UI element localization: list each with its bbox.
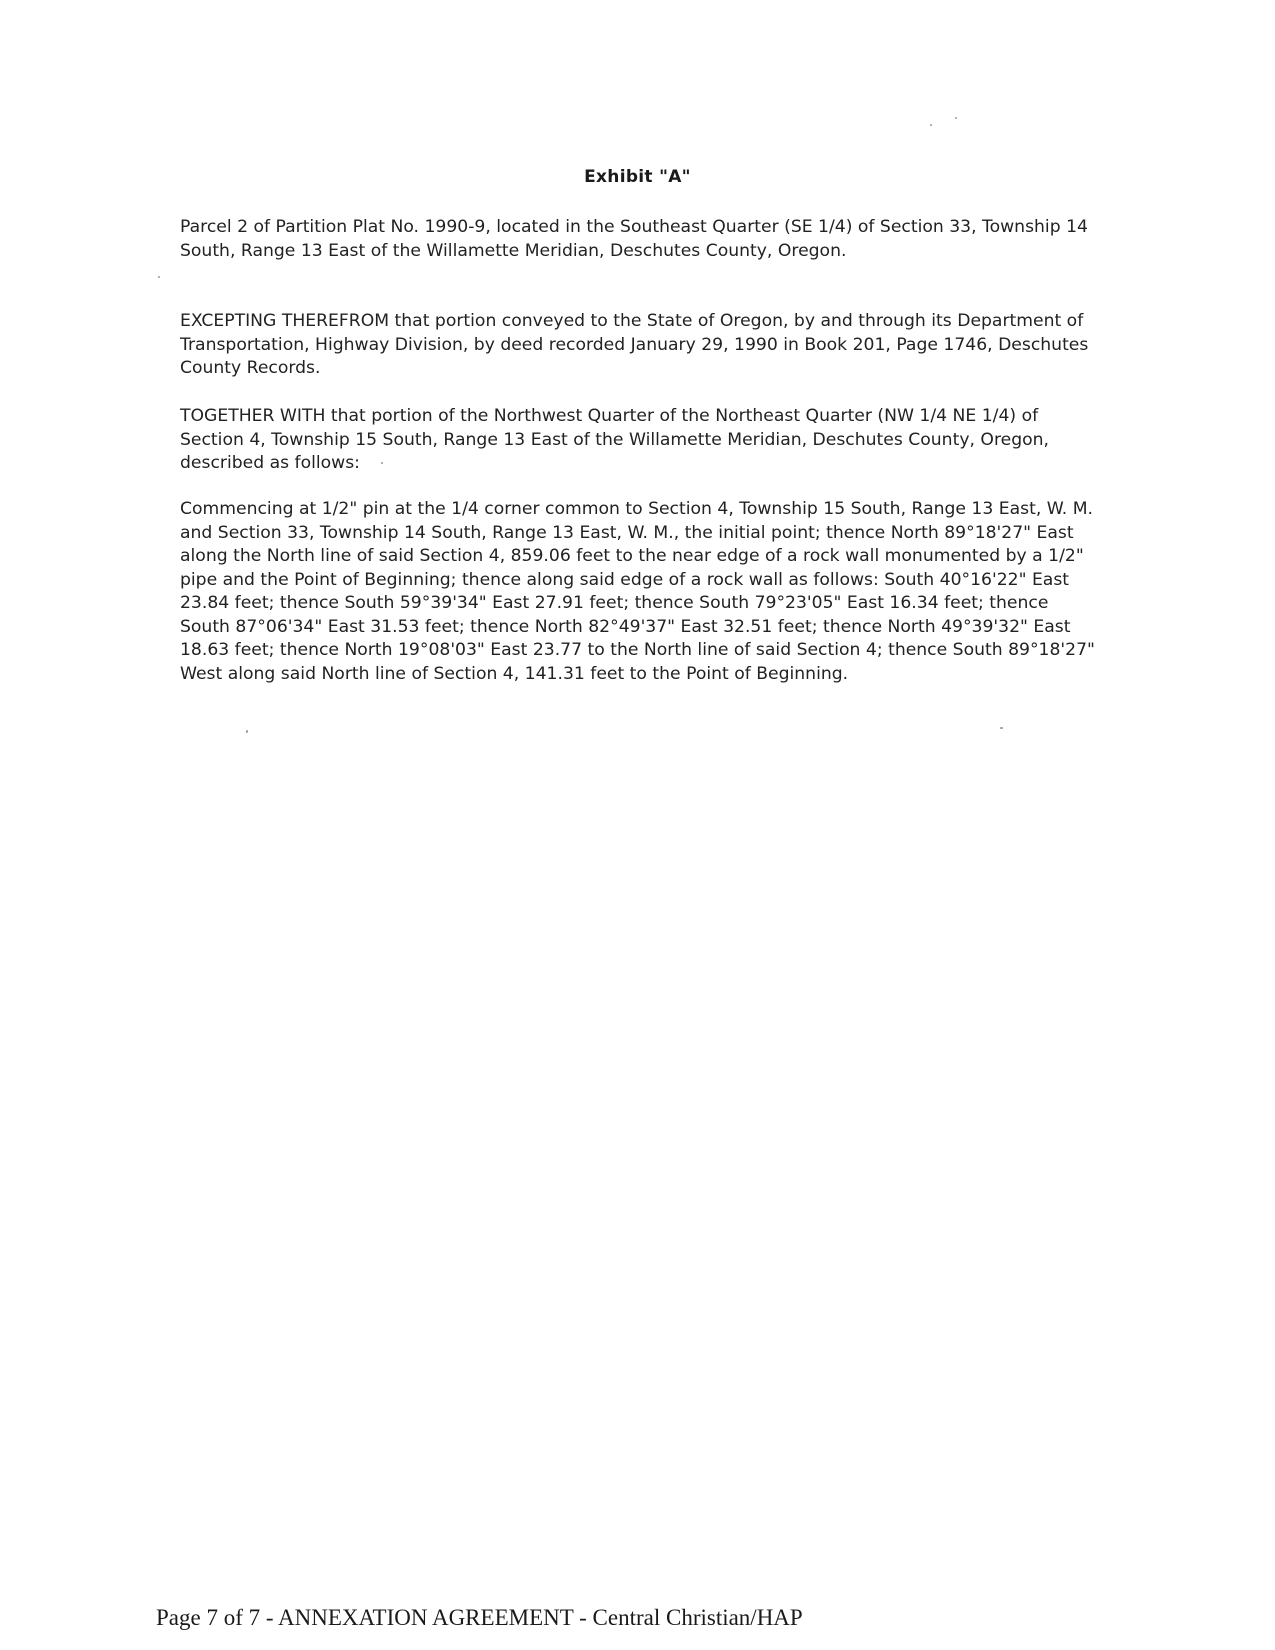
together-with-paragraph: TOGETHER WITH that portion of the Northwest Quarter of the Northeast Quarter (NW 1/4 NE 1/4) of Section 4, Township 15 South, Range 13 East of the Willamette Meridian, Deschutes County, Oregon, described as follows:	[180, 406, 1049, 473]
scan-speck	[158, 276, 160, 278]
excepting-paragraph: EXCEPTING THEREFROM that portion conveyed to the State of Oregon, by and through its Department of Transportation, Highway Division, by deed recorded January 29, 1990 in Book 201, Page 1746, Deschutes County Records.	[180, 311, 1089, 378]
exhibit-title: Exhibit "A"	[584, 167, 691, 187]
scan-speck	[1000, 727, 1003, 729]
scan-speck	[381, 462, 383, 464]
parcel-description-paragraph: Parcel 2 of Partition Plat No. 1990-9, located in the Southeast Quarter (SE 1/4) of Section 33, Township 14 South, Range 13 East of the Willamette Meridian, Deschutes County, Oregon.	[180, 217, 1088, 261]
scan-speck	[930, 124, 932, 126]
scan-speck	[955, 117, 957, 119]
scan-speck	[246, 730, 248, 733]
page-footer: Page 7 of 7 - ANNEXATION AGREEMENT - Central Christian/HAP	[156, 1605, 803, 1630]
metes-and-bounds-paragraph: Commencing at 1/2" pin at the 1/4 corner common to Section 4, Township 15 South, Range 13 East, W. M. and Section 33, Township 14 South, Range 13 East, W. M., the initial point; thence North 89°18'27" East along the North line of said Section 4, 859.06 feet to the near edge of a rock wall monumented by a 1/2" pipe and the Point of Beginning; thence along said edge of a rock wall as follows: South 40°16'22" East 23.84 feet; thence South 59°39'34" East 27.91 feet; thence South 79°23'05" East 16.34 feet; thence South 87°06'34" East 31.53 feet; thence North 82°49'37" East 32.51 feet; thence North 49°39'32" East 18.63 feet; thence North 19°08'03" East 23.77 to the North line of said Section 4; thence South 89°18'27" West along said North line of Section 4, 141.31 feet to the Point of Beginning.	[180, 499, 1095, 684]
